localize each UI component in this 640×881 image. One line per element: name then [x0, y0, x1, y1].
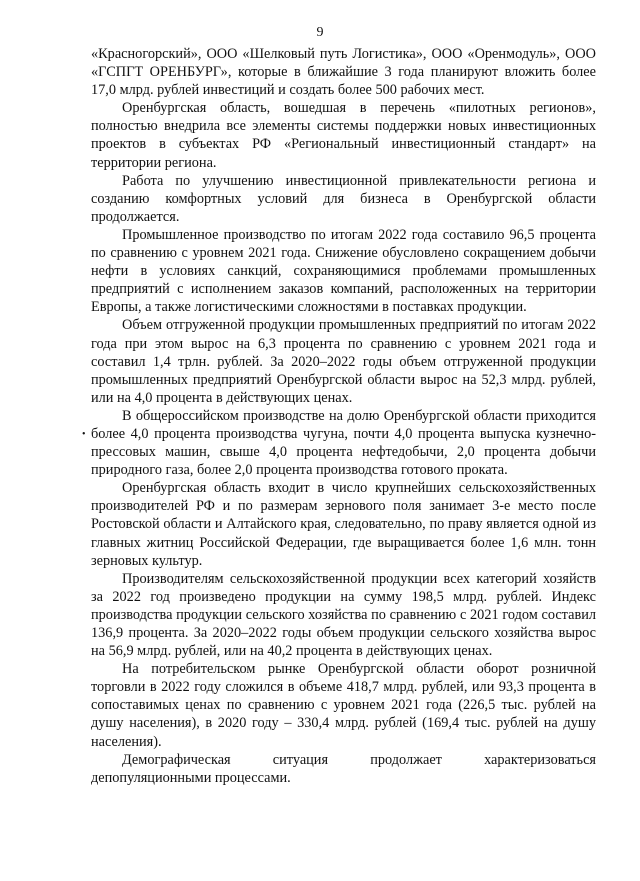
paragraph-5: Объем отгруженной продукции промышленных предприятий по итогам 2022 года при этом вырос на 6,3 процента по сравнению с уровнем 2021 года и составил 1,4 трлн. рублей. За 2020–2022 годы объем отгруженной продукции промышленных предприятий Оренбургской области вырос на 52,3 млрд. рублей, или на 4,0 процента в действующих ценах.	[91, 317, 596, 406]
margin-dot-mark: •	[82, 429, 86, 440]
paragraph-3: Работа по улучшению инвестиционной привлекательности региона и созданию комфортных условий для бизнеса в Оренбургской области продолжается.	[91, 172, 596, 225]
paragraph-9: На потребительском рынке Оренбургской области оборот розничной торговли в 2022 году сложился в объеме 418,7 млрд. рублей, или 93,3 процента в сопоставимых ценах по сравнению с уровнем 2021 года (226,5 тыс. рублей на душу населения), в 2020 году – 330,4 млрд. рублей (169,4 тыс. рублей на душу населения).	[91, 661, 596, 750]
paragraph-8: Производителям сельскохозяйственной продукции всех категорий хозяйств за 2022 год произведено продукции на сумму 198,5 млрд. рублей. Индекс производства продукции сельского хозяйства по сравнению с 2021 годом составил 136,9 процента. За 2020–2022 годы объем продукции сельского хозяйства вырос на 56,9 млрд. рублей, или на 40,2 процента в действующих ценах.	[91, 570, 596, 660]
paragraph-2: Оренбургская область, вошедшая в перечень «пилотных регионов», полностью внедрила все элементы системы поддержки новых инвестиционных проектов в субъектах РФ «Региональный инвестиционный стандарт» на территории региона.	[91, 100, 596, 171]
paragraph-6: В общероссийском производстве на долю Оренбургской области приходится более 4,0 процента производства чугуна, почти 4,0 процента выпуска кузнечно-прессовых машин, свыше 4,0 процента нефтедобычи, 2,0 процента добычи природного газа, более 2,0 процента производства готового проката.	[91, 407, 596, 479]
paragraph-7: Оренбургская область входит в число крупнейших сельскохозяйственных производителей РФ и по размерам зернового поля занимает 3-е место после Ростовской области и Алтайского края, следовательно, по праву является одной из главных житниц Российской Федерации, где выращивается более 1,6 млн. тонн зерновых культур.	[91, 480, 596, 569]
document-body	[91, 45, 596, 787]
paragraph-10: Демографическая ситуация продолжает характеризоваться депопуляционными процессами.	[91, 751, 596, 786]
paragraph-4: Промышленное производство по итогам 2022 года составило 96,5 процента по сравнению с уровнем 2021 года. Снижение обусловлено сокращением добычи нефти в условиях санкций, сохраняющимися проблемами промышленных предприятий с исполнением заказов компаний, расположенных на территории Европы, а также логистическими сложностями в поставках продукции.	[91, 226, 596, 316]
paragraph-1: «Красногорский», ООО «Шелковый путь Логистика», ООО «Оренмодуль», ООО «ГСПГТ ОРЕНБУРГ», которые в ближайшие 3 года планируют вложить более 17,0 млрд. рублей инвестиций и создать более 500 рабочих мест.	[91, 46, 596, 99]
page-number: 9	[316, 25, 324, 40]
